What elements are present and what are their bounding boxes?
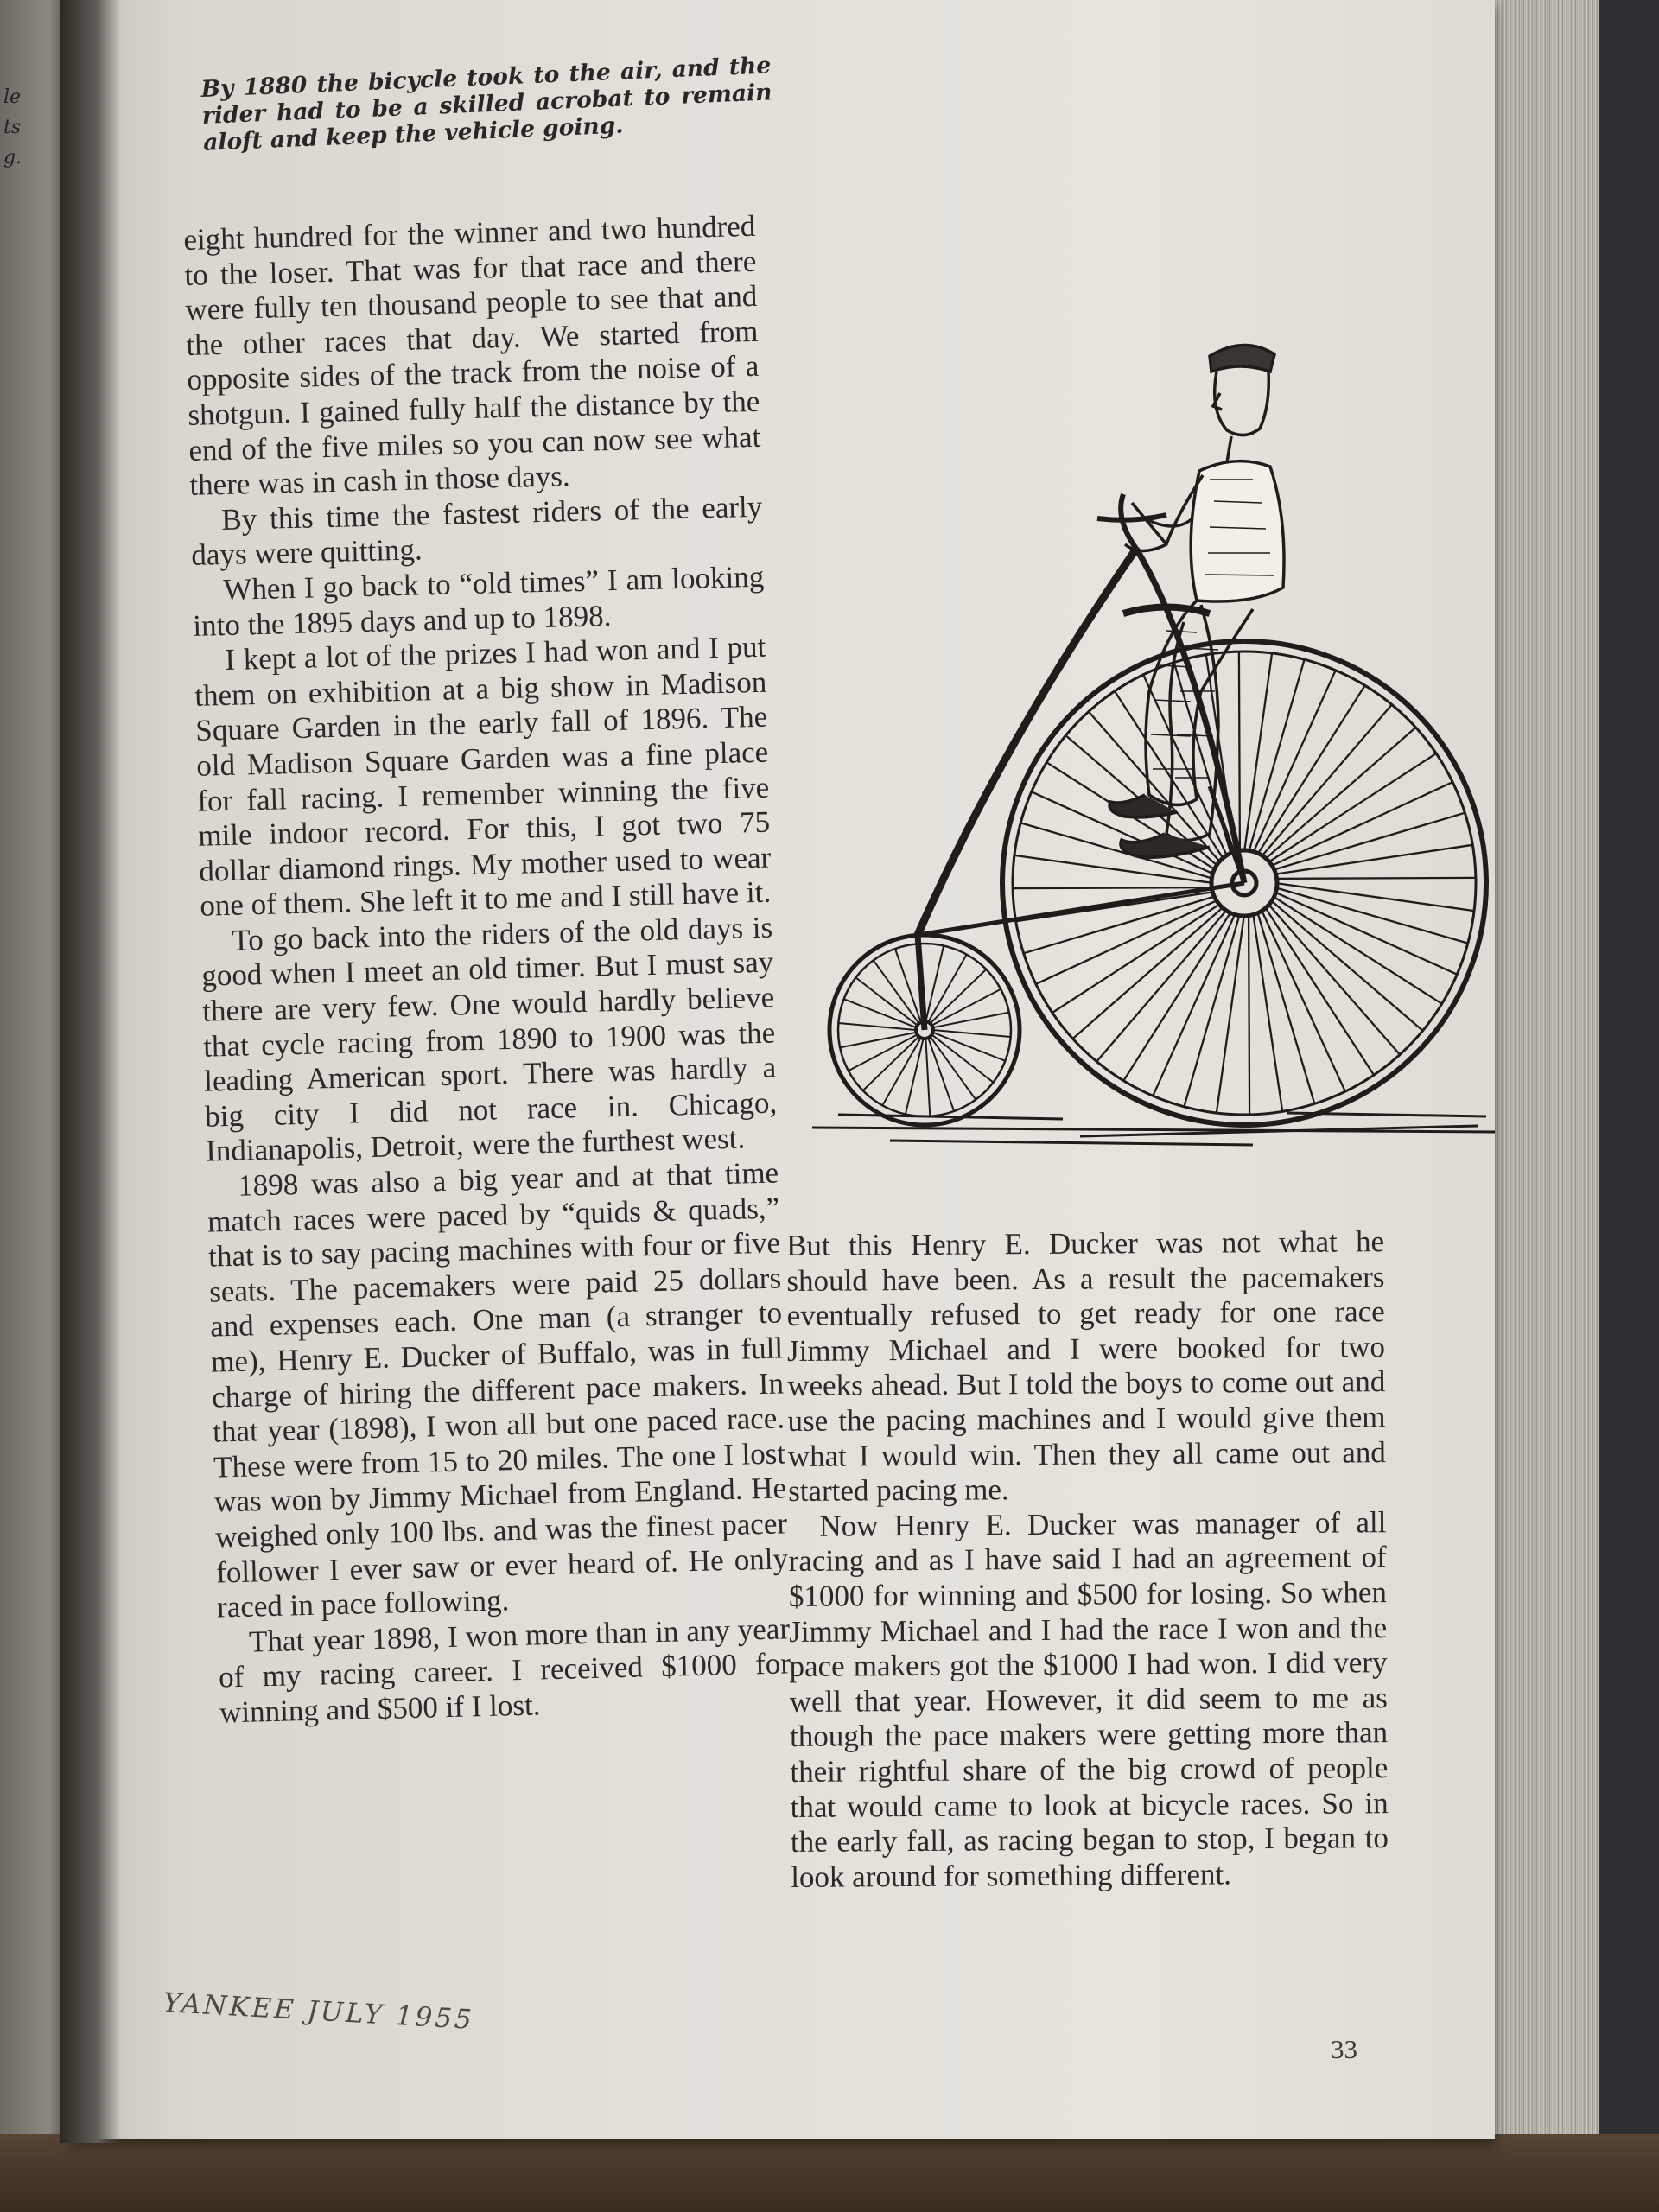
right-column <box>786 1224 1389 1895</box>
wheel-spoke <box>933 1013 1009 1028</box>
wheel-spoke <box>1253 913 1282 1112</box>
paragraph: That year 1898, I won more than in any year of my racing career. I received $1000 for winning and $500 if I lost. <box>218 1611 791 1730</box>
wheel-spoke <box>933 1030 1011 1037</box>
magazine-footer: YANKEE JULY 1955 <box>162 1987 475 2037</box>
wheel-spoke <box>1270 900 1422 1031</box>
prev-page-fragment: ts <box>3 117 22 138</box>
wheel-spoke <box>1262 705 1392 857</box>
wheel-spoke <box>1073 906 1224 1039</box>
wheel-spoke <box>1239 652 1240 852</box>
wheel-spoke <box>1265 728 1416 860</box>
paragraph: When I go back to “old times” I am looking into the 1895 days and up to 1898. <box>192 559 765 643</box>
book-cover-edge <box>1599 0 1659 2134</box>
wheel-spoke <box>838 1023 916 1030</box>
wheel-spoke <box>931 969 987 1024</box>
previous-page-edge <box>0 0 69 2134</box>
gutter-shadow <box>60 0 121 2143</box>
paragraph: 1898 was also a big year and at that time match races were paced by “quids & quads,” that is to say pacing machines with four or five seats. The pacemakers were paid 25 dollars and expenses each. One man (a stranger to me), Henry E. Ducker of Buffalo, was in full charge of hiring the different pace makers. In that year (1898), I won all but one paced race. These were from 15 to 20 miles. The one I lost was won by Jimmy Michael from England. He weighed only 100 lbs. and was the finest pacer follower I ever saw or ever heard of. He only raced in pace following. <box>207 1155 789 1624</box>
paragraph: By this time the fastest riders of the early days were quitting. <box>190 489 763 573</box>
paragraph: eight hundred for the winner and two hundred to the loser. That was for that race and there were fully ten thousand people to see that and the other races that day. We started from opposite sides of the track from the noise of a shotgun. I gained fully half the distance by the end of the five miles so you can now see what there was in cash in those days. <box>183 208 761 503</box>
wheel-spoke <box>925 1039 930 1116</box>
wheel-spoke <box>1275 878 1476 879</box>
illustration-caption: By 1880 the bicycle took to the air, and the rider had to be a skilled acrobat to remain aloft and keep the vehicle going. <box>200 52 773 156</box>
paragraph: I kept a lot of the prizes I had won and I put them on exhibition at a big show in Madison Square Garden in the early fall of 1896. The old Madison Square Garden was a fine place for fall racing. I remember winning the five mile indoor record. For this, I got two 75 dollar diamond rings. My mother used to wear one of them. She left it to me and I still have it. <box>194 629 772 924</box>
wheel-spoke <box>849 1034 918 1071</box>
paragraph: To go back into the riders of the old days is good when I meet an old timer. But I must say there are very few. One would hardly believe that cycle racing from 1890 to 1900 was the leading American sport. There was hardly a big city I did not race in. Chicago, Indianapolis, Detroit, were the furthest west. <box>200 910 778 1169</box>
wheel-spoke <box>1096 909 1227 1061</box>
wheel-spoke <box>1016 892 1215 921</box>
left-column <box>183 209 791 1731</box>
page-number: 33 <box>1331 2034 1357 2064</box>
wheel-spoke <box>1013 887 1213 888</box>
paragraph: But this Henry E. Ducker was not what he should have been. As a result the pacemakers eventually refused to get ready for one race Jimmy Michael and I were booked for two weeks ahead. But I told the boys to come out and use the pacing machines and I would give them what I would win. Then they all came out and started pacing me. <box>786 1224 1386 1509</box>
prev-page-fragment: le <box>3 86 22 108</box>
wheel-spoke <box>931 989 1001 1026</box>
wheel-spoke <box>863 1037 919 1091</box>
paragraph: Now Henry E. Ducker was manager of all racing and as I have said I had an agreement of $1000 for winning and $500 for losing. So when Jimmy Michael and I had the race I won and the pace makers got the $1000 I had won. I did very well that year. However, it did seem to me as though the pace makers were getting more than their rightful share of the big crowd of people that would came to look at bicycle races. So in the early fall, as racing began to stop, I began to look around for something different. <box>788 1504 1389 1894</box>
wheel-spoke <box>840 1033 916 1048</box>
page-stack-edge <box>1495 0 1599 2134</box>
wheel-spoke <box>1274 845 1473 874</box>
penny-farthing-rider-icon <box>804 259 1503 1166</box>
wheel-spoke <box>1268 904 1400 1055</box>
prev-page-fragment: g. <box>3 147 22 168</box>
